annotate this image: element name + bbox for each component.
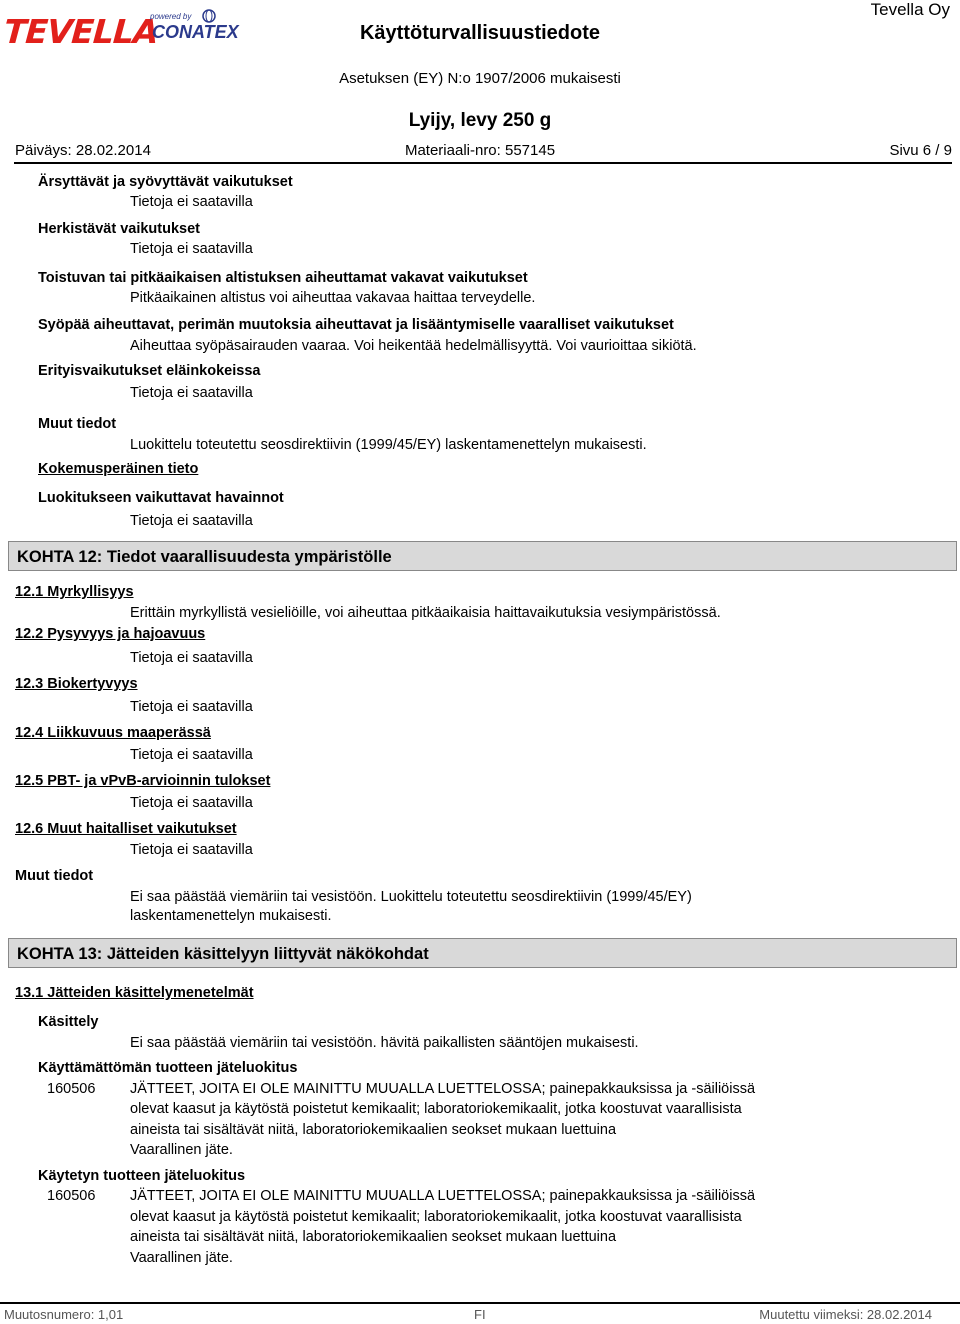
unused-desc-line: JÄTTEET, JOITA EI OLE MAINITTU MUUALLA LUETTELOSSA; painepakkauksissa ja -säiliöissä xyxy=(130,1081,756,1097)
irritant-value: Tietoja ei saatavilla xyxy=(130,194,253,210)
unused-product-heading: Käyttämättömän tuotteen jäteluokitus xyxy=(38,1060,298,1076)
animal-tests-value: Tietoja ei saatavilla xyxy=(130,385,253,401)
used-desc-line: Vaarallinen jäte. xyxy=(130,1250,233,1266)
persistence-value: Tietoja ei saatavilla xyxy=(130,650,253,666)
used-desc-line: JÄTTEET, JOITA EI OLE MAINITTU MUUALLA LUETTELOSSA; painepakkauksissa ja -säiliöissä xyxy=(130,1188,756,1204)
adverse-effects-heading: 12.6 Muut haitalliset vaikutukset xyxy=(15,821,237,837)
section-13-title: KOHTA 13: Jätteiden käsittelyyn liittyvät näkökohdat xyxy=(17,945,429,963)
unused-waste-code: 160506 xyxy=(47,1081,96,1097)
language-code: FI xyxy=(474,1307,486,1322)
logo-text: TEVELLA xyxy=(2,12,160,51)
toxicity-heading: 12.1 Myrkyllisyys xyxy=(15,584,134,600)
page-number: Sivu 6 / 9 xyxy=(889,142,952,159)
product-name: Lyijy, levy 250 g xyxy=(408,110,552,131)
pbt-value: Tietoja ei saatavilla xyxy=(130,795,253,811)
unused-desc-line: Vaarallinen jäte. xyxy=(130,1142,233,1158)
logo-partner: CONATEX xyxy=(152,22,239,42)
persistence-heading: 12.2 Pysyvyys ja hajoavuus xyxy=(15,626,206,642)
other-info-value: Luokittelu toteutettu seosdirektiivin (1999/45/EY) laskentamenettelyn mukaisesti. xyxy=(130,437,647,453)
cmr-value: Aiheuttaa syöpäsairauden vaaraa. Voi heikentää hedelmällisyyttä. Voi vaurioittaa sikiötä. xyxy=(130,338,697,354)
material-number: Materiaali-nro: 557145 xyxy=(404,142,556,159)
used-desc-line: aineista tai sisältävät niitä, laboratoriokemikaalien seokset mukaan luettuina xyxy=(130,1229,617,1245)
other-info-line-2: laskentamenettelyn mukaisesti. xyxy=(130,908,332,924)
footer-divider xyxy=(0,1302,960,1304)
repeated-exposure-heading: Toistuvan tai pitkäaikaisen altistuksen aiheuttamat vakavat vaikutukset xyxy=(38,270,528,286)
mobility-heading: 12.4 Liikkuvuus maaperässä xyxy=(15,725,211,741)
bioaccumulation-heading: 12.3 Biokertyvyys xyxy=(15,676,138,692)
repeated-exposure-value: Pitkäaikainen altistus voi aiheuttaa vakavaa haittaa terveydelle. xyxy=(130,290,536,306)
pbt-heading: 12.5 PBT- ja vPvB-arvioinnin tulokset xyxy=(15,773,271,789)
mobility-value: Tietoja ei saatavilla xyxy=(130,747,253,763)
handling-label: Käsittely xyxy=(38,1014,99,1030)
header-divider xyxy=(14,162,952,164)
other-info-label: Muut tiedot xyxy=(38,416,117,432)
bioaccumulation-value: Tietoja ei saatavilla xyxy=(130,699,253,715)
handling-value: Ei saa päästää viemäriin tai vesistöön. hävitä paikallisten sääntöjen mukaisesti. xyxy=(130,1035,639,1051)
last-modified: Muutettu viimeksi: 28.02.2014 xyxy=(759,1307,932,1322)
cmr-heading: Syöpää aiheuttavat, perimän muutoksia aiheuttavat ja lisääntymiselle vaaralliset vaikutukset xyxy=(38,317,674,333)
sensitizing-value: Tietoja ei saatavilla xyxy=(130,241,253,257)
animal-tests-heading: Erityisvaikutukset eläinkokeissa xyxy=(38,363,261,379)
experience-heading: Kokemusperäinen tieto xyxy=(38,461,199,477)
company-name: Tevella Oy xyxy=(870,0,950,19)
used-desc-line: olevat kaasut ja käytöstä poistetut kemikaalit; laboratoriokemikaalit, jotka koostuvat vaarallisista xyxy=(130,1209,742,1225)
toxicity-value: Erittäin myrkyllistä vesieliöille, voi aiheuttaa pitkäaikaisia haittavaikutuksia vesiympäristössä. xyxy=(130,605,721,621)
other-info-label-12: Muut tiedot xyxy=(15,868,94,884)
used-product-heading: Käytetyn tuotteen jäteluokitus xyxy=(38,1168,246,1184)
used-waste-code: 160506 xyxy=(47,1188,96,1204)
section-13-header xyxy=(8,938,957,968)
waste-methods-heading: 13.1 Jätteiden käsittelymenetelmät xyxy=(15,985,254,1001)
classification-heading: Luokitukseen vaikuttavat havainnot xyxy=(38,490,284,506)
document-title: Käyttöturvallisuustiedote xyxy=(359,22,601,44)
adverse-effects-value: Tietoja ei saatavilla xyxy=(130,842,253,858)
document-date: Päiväys: 28.02.2014 xyxy=(15,142,151,159)
other-info-line-1: Ei saa päästää viemäriin tai vesistöön. Luokittelu toteutettu seosdirektiivin (1999/45/EY) xyxy=(130,889,692,905)
irritant-heading: Ärsyttävät ja syövyttävät vaikutukset xyxy=(38,174,293,190)
section-12-title: KOHTA 12: Tiedot vaarallisuudesta ympäristölle xyxy=(17,548,392,566)
unused-desc-line: olevat kaasut ja käytöstä poistetut kemikaalit; laboratoriokemikaalit, jotka koostuvat vaarallisista xyxy=(130,1101,742,1117)
section-12-header xyxy=(8,541,957,571)
regulation-text: Asetuksen (EY) N:o 1907/2006 mukaisesti xyxy=(339,70,621,87)
revision-number: Muutosnumero: 1,01 xyxy=(4,1307,124,1322)
classification-value: Tietoja ei saatavilla xyxy=(130,513,253,529)
sensitizing-heading: Herkistävät vaikutukset xyxy=(38,221,200,237)
logo-powered-by: powered by xyxy=(150,12,192,21)
unused-desc-line: aineista tai sisältävät niitä, laboratoriokemikaalien seokset mukaan luettuina xyxy=(130,1122,617,1138)
